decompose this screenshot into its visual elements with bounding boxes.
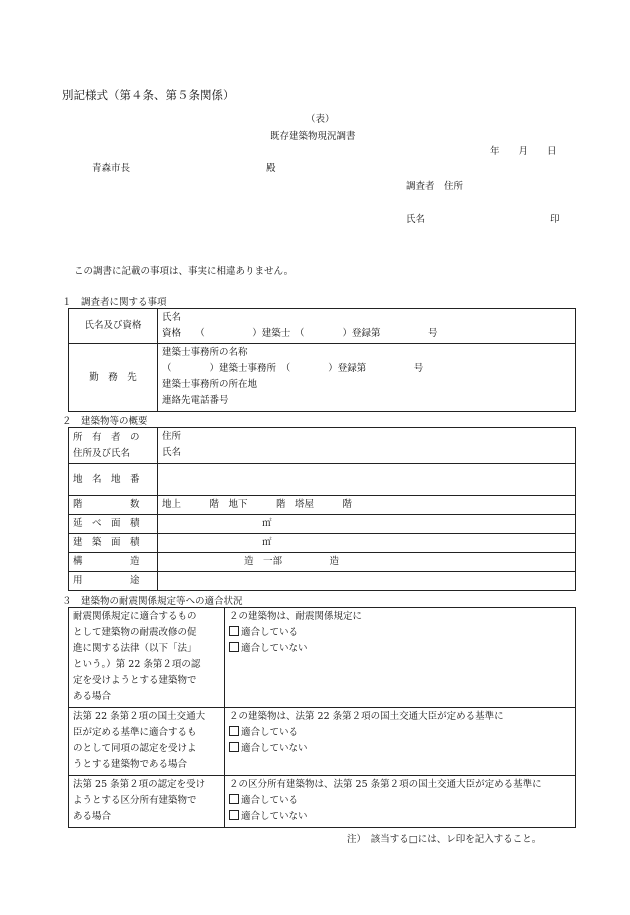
case-3-line: 法第 25 条第２項の認定を受け	[73, 779, 206, 790]
checkbox-nonconforms-3[interactable]	[229, 810, 239, 820]
use-cell	[158, 572, 576, 591]
section3-heading: ３ 建築物の耐震関係規定等への適合状況	[62, 596, 243, 607]
total-area-cell	[158, 515, 576, 534]
office-cell	[158, 344, 576, 412]
case-row-2	[69, 708, 225, 776]
case-1-line: 進に関する法律（以下「法」	[73, 643, 197, 654]
option-conforms-3: 適合している	[241, 795, 299, 806]
checkbox-nonconforms-2[interactable]	[229, 742, 239, 752]
form-id: 別記様式（第４条、第５条関係）	[62, 88, 235, 102]
checkbox-conforms-2[interactable]	[229, 726, 239, 736]
status-row-1	[225, 608, 576, 708]
total-area-label: 延 べ 面 積	[69, 515, 158, 534]
date-field: 年 月 日	[490, 146, 557, 157]
checkbox-nonconforms-1[interactable]	[229, 642, 239, 652]
addressee: 青森市長	[92, 163, 131, 174]
building-area-label: 建 築 面 積	[69, 534, 158, 553]
use-label: 用 途	[69, 572, 158, 591]
checkbox-conforms-1[interactable]	[229, 626, 239, 636]
qual-line: 資格 （ ）建築士 （ ）登録第 号	[162, 328, 438, 339]
investigator-table	[68, 308, 576, 412]
lot-label: 地 名 地 番	[69, 464, 158, 496]
honorific: 殿	[266, 163, 276, 174]
declaration: この調書に記載の事項は、事実に相違ありません。	[74, 266, 294, 277]
option-conforms-1: 適合している	[241, 627, 299, 638]
status-row-3	[225, 776, 576, 828]
case-row-3	[69, 776, 225, 828]
case-1-line: ある場合	[73, 691, 112, 702]
investigator-name: 氏名	[406, 214, 426, 225]
name-qual-cell	[158, 309, 576, 344]
conformity-table	[68, 607, 576, 828]
investigator-address: 調査者 住所	[406, 181, 464, 192]
case-3-line: ある場合	[73, 811, 112, 822]
case-1-line: として建築物の耐震改修の促	[73, 627, 197, 638]
case-1-line: という。）第 22 条第２項の認	[73, 659, 201, 670]
lot-cell	[158, 464, 576, 496]
form-side: （表）	[306, 114, 335, 125]
floors-value: 地上 階 地下 階 塔屋 階	[158, 496, 576, 515]
structure-cell	[158, 553, 576, 572]
option-conforms-2: 適合している	[241, 727, 299, 738]
option-nonconforms-2: 適合していない	[241, 743, 308, 754]
case-2-line: うとする建築物である場合	[73, 759, 188, 770]
office-tel: 連絡先電話番号	[162, 395, 229, 406]
section2-heading: ２ 建築物等の概要	[62, 416, 148, 427]
office-label: 勤 務 先	[69, 344, 158, 412]
floors-label: 階 数	[69, 496, 158, 515]
case-1-line: 定を受けようとする建築物で	[73, 675, 197, 686]
seal-mark: 印	[550, 214, 560, 225]
name-qual-label: 氏名及び資格	[69, 309, 158, 344]
case-row-1	[69, 608, 225, 708]
option-nonconforms-1: 適合していない	[241, 643, 308, 654]
case-2-line: のとして同項の認定を受けよ	[73, 743, 197, 754]
office-address: 建築士事務所の所在地	[162, 379, 258, 390]
page-title: 既存建築物現況調書	[270, 131, 356, 142]
owner-label-2: 住所及び氏名	[73, 447, 131, 459]
structure-label: 構 造	[69, 553, 158, 572]
office-name: 建築士事務所の名称	[162, 347, 248, 358]
case-2-line: 法第 22 条第２項の国土交通大	[73, 711, 206, 722]
structure-value: 造 一部 造	[244, 556, 340, 567]
building-table	[68, 427, 576, 591]
owner-label	[69, 428, 158, 464]
name-line: 氏名	[162, 312, 182, 323]
total-area-unit: ㎡	[262, 518, 272, 529]
case-2-line: 臣が定める基準に適合するも	[73, 727, 197, 738]
owner-name: 氏名	[162, 447, 182, 458]
owner-label-1: 所 有 者 の	[73, 431, 140, 443]
checkbox-conforms-3[interactable]	[229, 794, 239, 804]
owner-address: 住所	[162, 431, 182, 442]
building-area-cell	[158, 534, 576, 553]
statement-3: ２の区分所有建築物は、法第 25 条第２項の国土交通大臣が定める基準に	[229, 779, 542, 790]
case-1-line: 耐震関係規定に適合するもの	[73, 611, 197, 622]
option-nonconforms-3: 適合していない	[241, 811, 308, 822]
statement-1: ２の建築物は、耐震関係規定に	[229, 611, 363, 622]
owner-cell	[158, 428, 576, 464]
footnote: 注） 該当する□には、レ印を記入すること。	[347, 834, 542, 845]
office-reg: （ ）建築士事務所 （ ）登録第 号	[162, 363, 424, 374]
section1-heading: １ 調査者に関する事項	[62, 297, 167, 308]
statement-2: ２の建築物は、法第 22 条第２項の国土交通大臣が定める基準に	[229, 711, 504, 722]
case-3-line: ようとする区分所有建築物で	[73, 795, 197, 806]
building-area-unit: ㎡	[262, 537, 272, 548]
status-row-2	[225, 708, 576, 776]
